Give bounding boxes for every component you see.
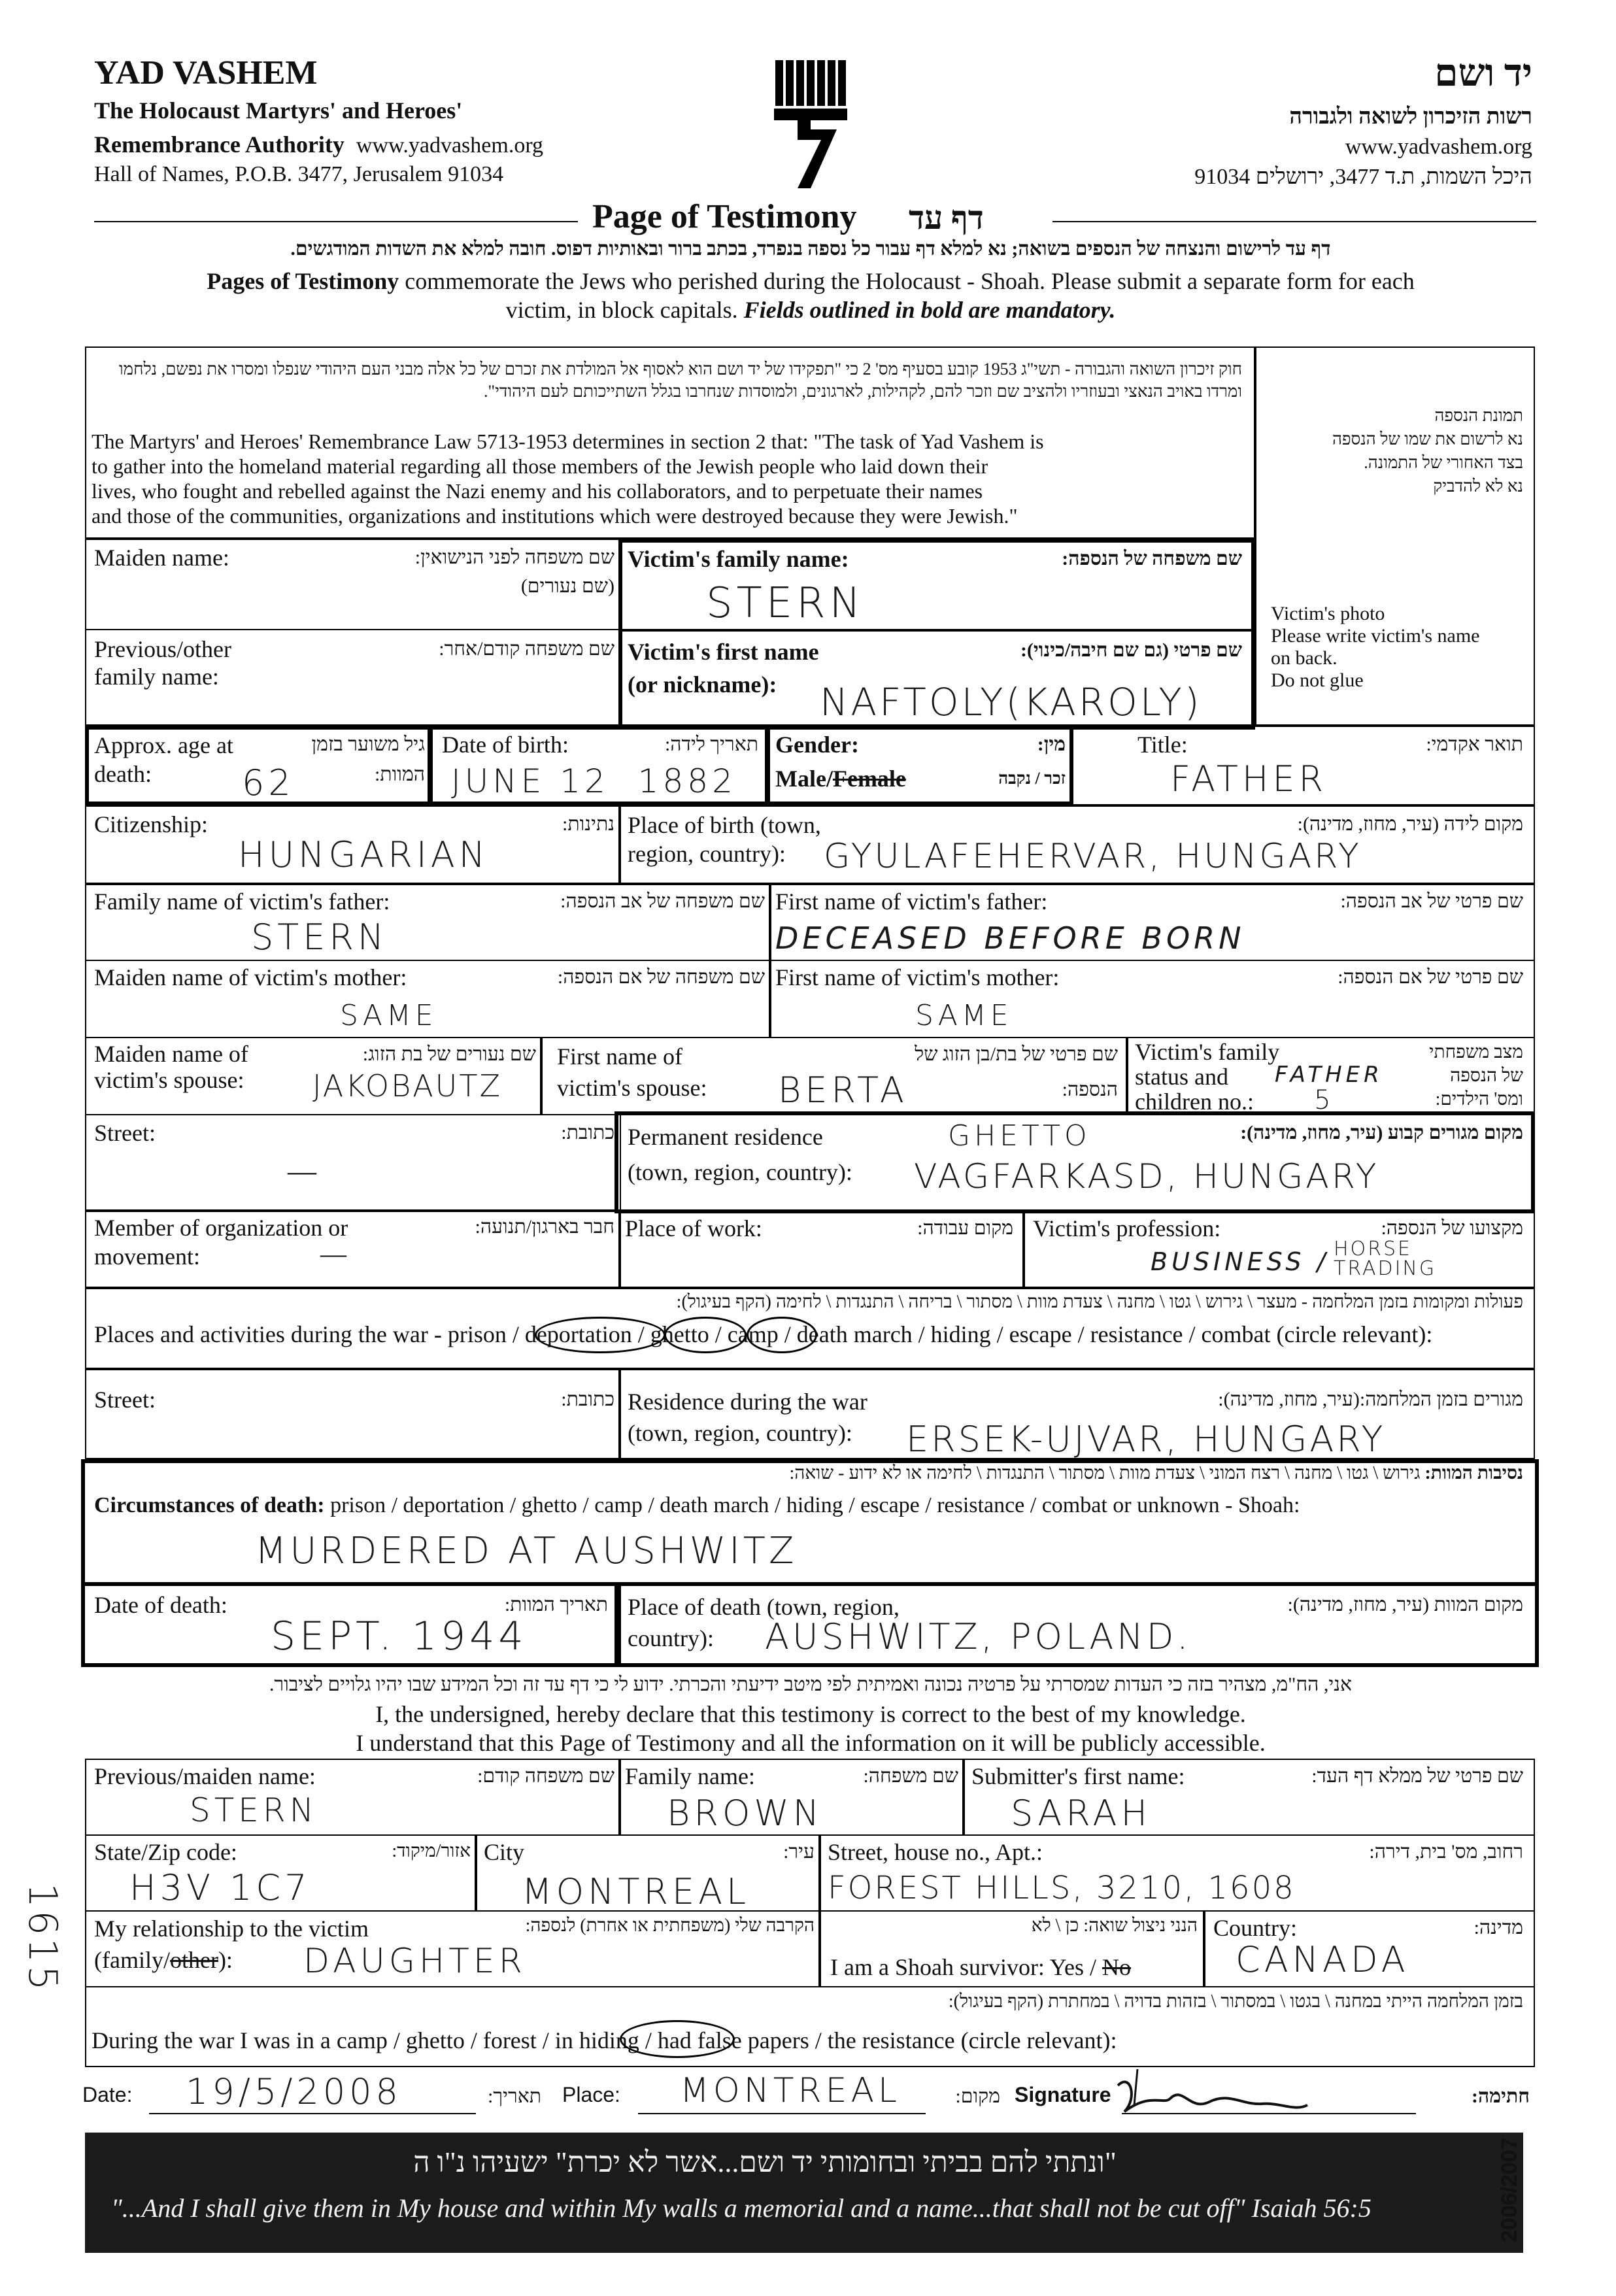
title-label: Title:: [1137, 732, 1188, 758]
member-field[interactable]: —: [320, 1239, 346, 1268]
spouse-first-label: First name of victim's spouse:: [557, 1043, 707, 1101]
circumstances-en: Circumstances of death: prison / deportation / ghetto / camp / death march / hiding / escape / resistance / combat or unknown - Shoah:: [94, 1493, 1300, 1517]
photo-instructions-en: Victim's photo Please write victim's name on back. Do not glue: [1271, 603, 1480, 691]
sub-family-label: Family name:: [625, 1763, 755, 1789]
father-family-field[interactable]: STERN: [251, 917, 388, 958]
children-field[interactable]: 5: [1314, 1085, 1335, 1115]
title-field[interactable]: FATHER: [1170, 758, 1328, 800]
mother-maiden-label: Maiden name of victim's mother:: [94, 964, 407, 990]
first-name-field[interactable]: NAFTOLY(KAROLY): [820, 680, 1202, 724]
member-label-he: חבר בארגון/תנועה:: [475, 1216, 614, 1238]
declaration-en: I, the undersigned, hereby declare that this testimony is correct to the best of my knowledge. I understand that this Page of Testimony and all the information on it will be publicly accessible.: [356, 1701, 1266, 1756]
age-label: Approx. age at death:: [94, 732, 233, 787]
place-field[interactable]: MONTREAL: [680, 2071, 901, 2110]
street-war-box: [85, 1369, 621, 1459]
date-field[interactable]: 19/5/2008: [186, 2071, 402, 2112]
sub-city-label-he: עיר:: [783, 1841, 815, 1863]
maiden-name-label: Maiden name:: [94, 545, 229, 571]
date-death-field[interactable]: SEPT. 1944: [271, 1613, 528, 1659]
residence-war-field[interactable]: ERSEK-UJVAR, HUNGARY: [906, 1419, 1386, 1460]
profession-field[interactable]: BUSINESS /: [1151, 1247, 1330, 1276]
activity-ghetto[interactable]: ghetto: [650, 1321, 709, 1347]
sub-first-label-he: שם פרטי של ממלא דף העד:: [1311, 1765, 1523, 1787]
divider: [85, 629, 621, 630]
signature-label-he: חתימה:: [1472, 2085, 1530, 2107]
father-family-label: Family name of victim's father:: [94, 888, 390, 915]
divider: [638, 2113, 926, 2114]
sub-prev-field[interactable]: STERN: [190, 1791, 318, 1829]
residence-war-label: Residence during the war (town, region, country):: [628, 1389, 867, 1446]
street-war-label: Street:: [94, 1387, 156, 1413]
declaration-he: אני, הח"מ, מצהיר בזה כי העדות שמסרתי על פרטיה נכונה ואמיתית לפי מיטב ידיעתי והכרתי. ידוע לי כי דף עד זה וכל המידע שבו יהיו גלויים לציבור.: [269, 1674, 1353, 1695]
date-label-he: תאריך:: [488, 2085, 541, 2107]
citizenship-field[interactable]: HUNGARIAN: [238, 834, 490, 875]
spouse-maiden-field[interactable]: JAKOBAUTZ: [312, 1068, 502, 1104]
org-title-he: יד ושם: [1434, 52, 1532, 94]
sub-street-label: Street, house no., Apt.:: [828, 1839, 1043, 1865]
sub-zip-field[interactable]: H3V 1C7: [129, 1867, 311, 1908]
law-text-en: The Martyrs' and Heroes' Remembrance Law 5713-1953 determines in section 2 that: "The task of Yad Vashem is to gather into the homeland material regarding all those members of the Jewish people who laid down their lives, who fought and rebelled against the Nazi enemy and his collaborators, and to perpetuate their names and those of the communities, organizations and institutions which were destroyed because they were Jewish.": [92, 430, 1044, 528]
family-status-label: Victim's family status and children no.:: [1135, 1039, 1280, 1115]
in-hiding-option[interactable]: in hiding: [554, 2027, 639, 2053]
circle-ghetto: [664, 1317, 747, 1353]
permanent-label-he: מקום מגורים קבוע (עיר, מחוז, מדינה):: [1240, 1122, 1523, 1143]
header-rule-right: [1052, 221, 1536, 222]
place-label-he: מקום:: [955, 2085, 1000, 2107]
date-death-label: Date of death:: [94, 1592, 227, 1618]
form-title-he: דף עד: [909, 199, 984, 236]
citizenship-label-he: נתינות:: [562, 813, 614, 835]
org-address: Hall of Names, P.O.B. 3477, Jerusalem 91034: [94, 162, 504, 186]
activities-en[interactable]: Places and activities during the war - prison / deportation / ghetto / camp / death march / hiding / escape / resistance / combat (circle relevant):: [94, 1321, 1433, 1347]
age-field[interactable]: 62: [242, 762, 295, 803]
activity-camp[interactable]: camp: [727, 1321, 779, 1347]
footer-quote-he: "ונתתי להם בביתי ובחומותי יד ושם...אשר לא יכרת" ישעיהו נ"ו ה: [413, 2146, 1117, 2178]
dob-label-he: תאריך לידה:: [664, 734, 758, 755]
maiden-name-label-he2: (שם נעורים): [520, 575, 614, 597]
permanent-label: Permanent residence (town, region, country):: [628, 1124, 852, 1185]
sub-family-field[interactable]: BROWN: [667, 1793, 824, 1834]
street-field[interactable]: —: [288, 1155, 316, 1187]
father-family-label-he: שם משפחה של אב הנספה:: [560, 890, 765, 912]
mother-first-field[interactable]: SAME: [915, 999, 1013, 1032]
family-status-label-he: מצב משפחתי של הנספה ומס' הילדים:: [1429, 1042, 1523, 1109]
sub-family-label-he: שם משפחה:: [863, 1765, 958, 1787]
family-name-label-he: שם משפחה של הנספה:: [1062, 548, 1242, 569]
sub-city-label: City: [484, 1839, 525, 1865]
mother-first-label-he: שם פרטי של אם הנספה:: [1338, 966, 1523, 988]
gender-options-he: זכר / נקבה: [998, 769, 1066, 788]
first-name-label-he: שם פרטי (גם שם חיבה/כינוי):: [1020, 639, 1242, 661]
street-label: Street:: [94, 1120, 156, 1146]
sub-first-field[interactable]: SARAH: [1011, 1793, 1152, 1834]
spouse-maiden-label: Maiden name of victim's spouse:: [94, 1041, 248, 1093]
sub-country-label-he: מדינה:: [1473, 1917, 1523, 1938]
divider: [149, 2113, 476, 2114]
sub-relationship-label-he: הקרבה שלי (משפחתית או אחרת) לנספה:: [525, 1916, 815, 1936]
org-address-he: היכל השמות, ת.ד 3477, ירושלים 91034: [1194, 165, 1532, 189]
gender-label: Gender:: [775, 732, 859, 758]
sub-survivor-field[interactable]: I am a Shoah survivor: Yes / No: [830, 1954, 1131, 1980]
birthplace-label: Place of birth (town, region, country):: [628, 812, 821, 867]
sub-relationship-field[interactable]: DAUGHTER: [303, 1942, 526, 1981]
age-label-he: גיל משוער בזמן: [311, 734, 425, 755]
org-website-he[interactable]: www.yadvashem.org: [1345, 135, 1532, 159]
during-war-he: בזמן המלחמה הייתי במחנה \ בגטו \ במסתור \ בזהות בדויה \ במחתרת (הקף בעיגול):: [948, 1991, 1523, 2012]
divider: [618, 629, 1255, 632]
yad-vashem-logo: [771, 58, 850, 188]
residence-war-label-he: מגורים בזמן המלחמה:(עיר, מחוז, מדינה):: [1218, 1389, 1523, 1410]
activity-deportation[interactable]: deportation: [524, 1321, 632, 1347]
circle-deportation: [535, 1317, 665, 1353]
sub-relationship-label: My relationship to the victim (family/other):: [94, 1916, 369, 1973]
mother-maiden-label-he: שם משפחה של אם הנספה:: [557, 966, 765, 988]
sub-survivor-label-he: הנני ניצול שואה: כן \ לא: [1031, 1916, 1198, 1936]
intro-en: Pages of Testimony commemorate the Jews who perished during the Holocaust - Shoah. Please submit a separate form for each victim, in block capitals. Fields outlined in bold are mandatory.: [207, 268, 1415, 323]
mother-first-label: First name of victim's mother:: [775, 964, 1060, 990]
spouse-maiden-label-he: שם נעורים של בת הזוג:: [362, 1043, 536, 1065]
org-subtitle: The Holocaust Martyrs' and Heroes': [94, 97, 463, 124]
family-name-field[interactable]: STERN: [706, 579, 865, 628]
work-label-he: מקום עבודה:: [917, 1217, 1013, 1239]
spouse-first-label-he: שם פרטי של בת/בן הזוג של: [915, 1043, 1118, 1065]
spouse-first-label-he2: הנספה:: [1062, 1079, 1118, 1100]
gender-label-he: מין:: [1037, 734, 1066, 755]
date-death-label-he: תאריך המוות:: [504, 1594, 608, 1615]
profession-field-2[interactable]: HORSE TRADING: [1334, 1238, 1437, 1280]
circumstances-field[interactable]: MURDERED AT AUSHWITZ: [255, 1530, 798, 1572]
mother-maiden-field[interactable]: SAME: [340, 999, 437, 1032]
photo-instructions-he: תמונת הנספה נא לרשום את שמו של הנספה בצד האחורי של התמונה. נא לא להדביק: [1332, 406, 1523, 496]
form-title: Page of Testimony: [592, 198, 857, 235]
gender-options[interactable]: Male/Female: [775, 766, 906, 792]
sub-city-field[interactable]: MONTREAL: [522, 1871, 750, 1912]
place-death-label-he: מקום המוות (עיר, מחוז, מדינה):: [1287, 1594, 1523, 1615]
age-label-he2: המוות:: [374, 764, 425, 785]
signature-scribble[interactable]: [1111, 2066, 1412, 2125]
street-war-label-he: כתובת:: [561, 1389, 614, 1410]
permanent-field-2[interactable]: VAGFARKASD, HUNGARY: [914, 1157, 1379, 1196]
footer-quote-en: "...And I shall give them in My house and within My walls a memorial and a name...that shall not be cut off" Isaiah 56:5: [111, 2193, 1372, 2223]
street-label-he: כתובת:: [561, 1122, 614, 1143]
sub-country-field[interactable]: CANADA: [1236, 1939, 1409, 1980]
sub-street-label-he: רחוב, מס' בית, דירה:: [1369, 1841, 1523, 1863]
law-text-he: חוק זיכרון השואה והגבורה - תשי"ג 1953 קובע בסעיף מס' 2 כי "תפקידו של יד ושם הוא לאסוף אל המולדת את זכרם של כל אלה מבני העם היהודי שנפלו ומסרו את נפשם, נלחמו ומרדו באויב הנאצי ובעוזריו ולהציב שם וזכר להם, לקהילות, לארגונים, ולמוסדות שנחרבו בגלל השתייכותם לעם היהודי".: [119, 360, 1242, 401]
prev-family-label-he: שם משפחה קודם/אחר:: [439, 638, 614, 660]
birthplace-field[interactable]: GYULAFEHERVAR, HUNGARY: [824, 837, 1362, 876]
activities-he: פעולות ומקומות בזמן המלחמה - מעצר \ גירוש \ גטו \ מחנה \ צעדת מוות \ מסתור \ בריחה \ התנגדות \ לחימה (הקף בעיגול):: [676, 1292, 1523, 1312]
form-code: 2006/2007: [1497, 2137, 1522, 2242]
birthplace-label-he: מקום לידה (עיר, מחוז, מדינה):: [1297, 813, 1523, 835]
date-label: Date:: [82, 2083, 133, 2106]
signature-label: Signature: [1015, 2083, 1111, 2106]
spouse-first-field[interactable]: BERTA: [778, 1070, 908, 1111]
father-first-label-he: שם פרטי של אב הנספה:: [1340, 890, 1523, 912]
title-label-he: תואר אקדמי:: [1426, 734, 1523, 755]
dob-field[interactable]: JUNE 12 1882: [451, 762, 737, 800]
org-title: YAD VASHEM: [94, 54, 318, 92]
profession-label: Victim's profession:: [1033, 1215, 1221, 1241]
org-subtitle-2: Remembrance Authority www.yadvashem.org: [94, 131, 544, 158]
place-label: Place:: [562, 2083, 620, 2106]
sub-prev-label: Previous/maiden name:: [94, 1763, 316, 1789]
sub-zip-label: State/Zip code:: [94, 1839, 237, 1865]
maiden-name-label-he: שם משפחה לפני הנישואין:: [414, 547, 614, 568]
member-label: Member of organization or movement:: [94, 1215, 348, 1270]
family-name-label: Victim's family name:: [628, 546, 849, 572]
sub-prev-label-he: שם משפחה קודם:: [477, 1765, 614, 1787]
citizenship-label: Citizenship:: [94, 811, 208, 837]
father-first-field[interactable]: DECEASED BEFORE BORN: [775, 920, 1245, 956]
footer-quote-band: [85, 2133, 1523, 2253]
place-death-field[interactable]: AUSHWITZ, POLAND.: [765, 1616, 1192, 1657]
circumstances-he: נסיבות המוות: גירוש \ גטו \ מחנה \ רצח המוני \ צעדת מוות \ מסתור \ התנגדות \ לחימה או לא ידוע - שואה:: [789, 1463, 1523, 1483]
sub-street-field[interactable]: FOREST HILLS, 3210, 1608: [828, 1870, 1296, 1906]
sub-zip-label-he: אזור/מיקוד:: [392, 1841, 471, 1861]
family-status-field[interactable]: FATHER: [1275, 1062, 1383, 1088]
header-rule-left: [94, 221, 578, 222]
first-name-label: Victim's first name (or nickname):: [628, 639, 819, 698]
during-war-en[interactable]: During the war I was in a camp / ghetto / forest / in hiding / had false papers / the resistance (circle relevant):: [92, 2027, 1117, 2053]
margin-note: 1615: [20, 1883, 65, 1993]
intro-he: דף עד לרישום והנצחה של הנספים בשואה; נא למלא דף עבור כל נספה בנפרד, בכתב ברור ובאותיות דפוס. חובה למלא את השדות המודגשים.: [290, 238, 1331, 260]
dob-label: Date of birth:: [442, 732, 569, 758]
org-website[interactable]: www.yadvashem.org: [356, 133, 544, 158]
work-label: Place of work:: [625, 1215, 762, 1241]
profession-label-he: מקצועו של הנספה:: [1381, 1217, 1523, 1239]
sub-country-label: Country:: [1213, 1915, 1298, 1941]
place-death-label: Place of death (town, region, country):: [628, 1594, 900, 1651]
father-first-label: First name of victim's father:: [775, 888, 1048, 915]
org-subtitle-he: רשות הזיכרון לשואה ולגבורה: [1289, 105, 1532, 129]
permanent-field-1[interactable]: GHETTO: [948, 1119, 1091, 1153]
circle-camp: [747, 1317, 817, 1353]
prev-family-label: Previous/other family name:: [94, 636, 231, 690]
circle-in-hiding: [620, 2020, 735, 2058]
sub-first-label: Submitter's first name:: [971, 1763, 1185, 1789]
